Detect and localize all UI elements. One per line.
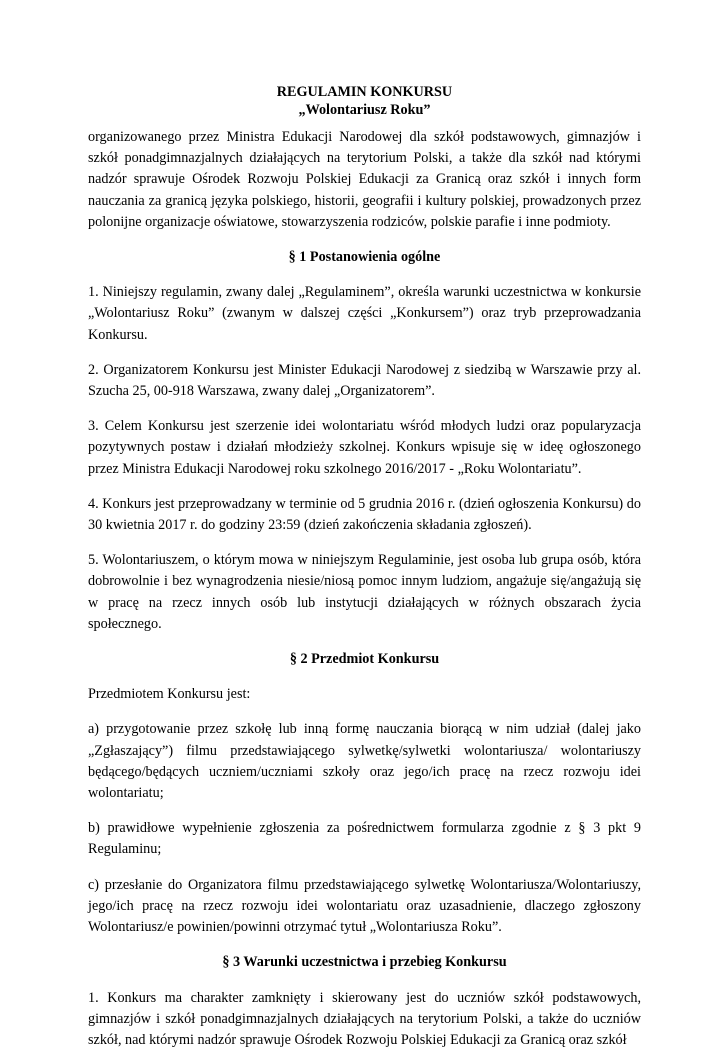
section-1-heading: § 1 Postanowienia ogólne <box>88 247 641 268</box>
section-1-paragraph-5: 5. Wolontariuszem, o którym mowa w niniejszym Regulaminie, jest osoba lub grupa osób, która dobrowolnie i bez wynagrodzenia niesie/niosą pomoc innym ludziom, angażuje się/angażują się w pracę na rzecz innych osób lub instytucji działających w różnych obszarach życia społecznego. <box>88 550 641 635</box>
section-1-paragraph-1: 1. Niniejszy regulamin, zwany dalej „Regulaminem”, określa warunki uczestnictwa w konkursie „Wolontariusz Roku” (zwanym w dalszej części „Konkursem”) oraz tryb przeprowadzania Konkursu. <box>88 282 641 346</box>
section-1-paragraph-3: 3. Celem Konkursu jest szerzenie idei wolontariatu wśród młodych ludzi oraz popularyzacja pozytywnych postaw i działań młodzieży szkolnej. Konkurs wpisuje się w ideę ogłoszonego przez Ministra Edukacji Narodowej roku szkolnego 2016/2017 - „Roku Wolontariatu”. <box>88 416 641 480</box>
intro-paragraph: organizowanego przez Ministra Edukacji Narodowej dla szkół podstawowych, gimnazjów i szkół ponadgimnazjalnych działających na terytorium Polski, a także dla szkół nad którymi nadzór sprawuje Ośrodek Rozwoju Polskiej Edukacji za Granicą oraz szkół i innych form nauczania za granicą języka polskiego, historii, geografii i kultury polskiej, prowadzonych przez polonijne organizacje oświatowe, stowarzyszenia rodziców, polskie parafie i inne podmioty. <box>88 127 641 233</box>
section-3-paragraph-1: 1. Konkurs ma charakter zamknięty i skierowany jest do uczniów szkół podstawowych, gimnazjów i szkół ponadgimnazjalnych działających na terytorium Polski, a także do uczniów szkół, nad którymi nadzór sprawuje Ośrodek Rozwoju Polskiej Edukacji za Granicą oraz szkół <box>88 988 641 1051</box>
section-2-item-b: b) prawidłowe wypełnienie zgłoszenia za pośrednictwem formularza zgodnie z § 3 pkt 9 Regulaminu; <box>88 818 641 860</box>
section-2-heading: § 2 Przedmiot Konkursu <box>88 649 641 670</box>
section-2-item-a: a) przygotowanie przez szkołę lub inną formę nauczania biorącą w nim udział (dalej jako „Zgłaszający”) filmu przedstawiającego sylwetkę/sylwetki wolontariusza/ wolontariuszy będącego/będących uczniem/uczniami szkoły oraz jego/ich pracę na rzecz rozwoju idei wolontariatu; <box>88 719 641 804</box>
document-title: REGULAMIN KONKURSU <box>88 83 641 101</box>
document-subtitle: „Wolontariusz Roku” <box>88 101 641 119</box>
section-2-item-c: c) przesłanie do Organizatora filmu przedstawiającego sylwetkę Wolontariusza/Wolontariuszy, jego/ich pracę na rzecz rozwoju idei wolontariatu oraz uzasadnienie, dlaczego zgłoszony Wolontariusz/e powinien/powinni otrzymać tytuł „Wolontariusza Roku”. <box>88 875 641 939</box>
document-page <box>88 83 641 1051</box>
section-1-paragraph-4: 4. Konkurs jest przeprowadzany w terminie od 5 grudnia 2016 r. (dzień ogłoszenia Konkursu) do 30 kwietnia 2017 r. do godziny 23:59 (dzień zakończenia składania zgłoszeń). <box>88 494 641 536</box>
section-2-lead: Przedmiotem Konkursu jest: <box>88 684 641 705</box>
section-1-paragraph-2: 2. Organizatorem Konkursu jest Minister Edukacji Narodowej z siedzibą w Warszawie przy al. Szucha 25, 00-918 Warszawa, zwany dalej „Organizatorem”. <box>88 360 641 402</box>
section-3-heading: § 3 Warunki uczestnictwa i przebieg Konkursu <box>88 952 641 973</box>
